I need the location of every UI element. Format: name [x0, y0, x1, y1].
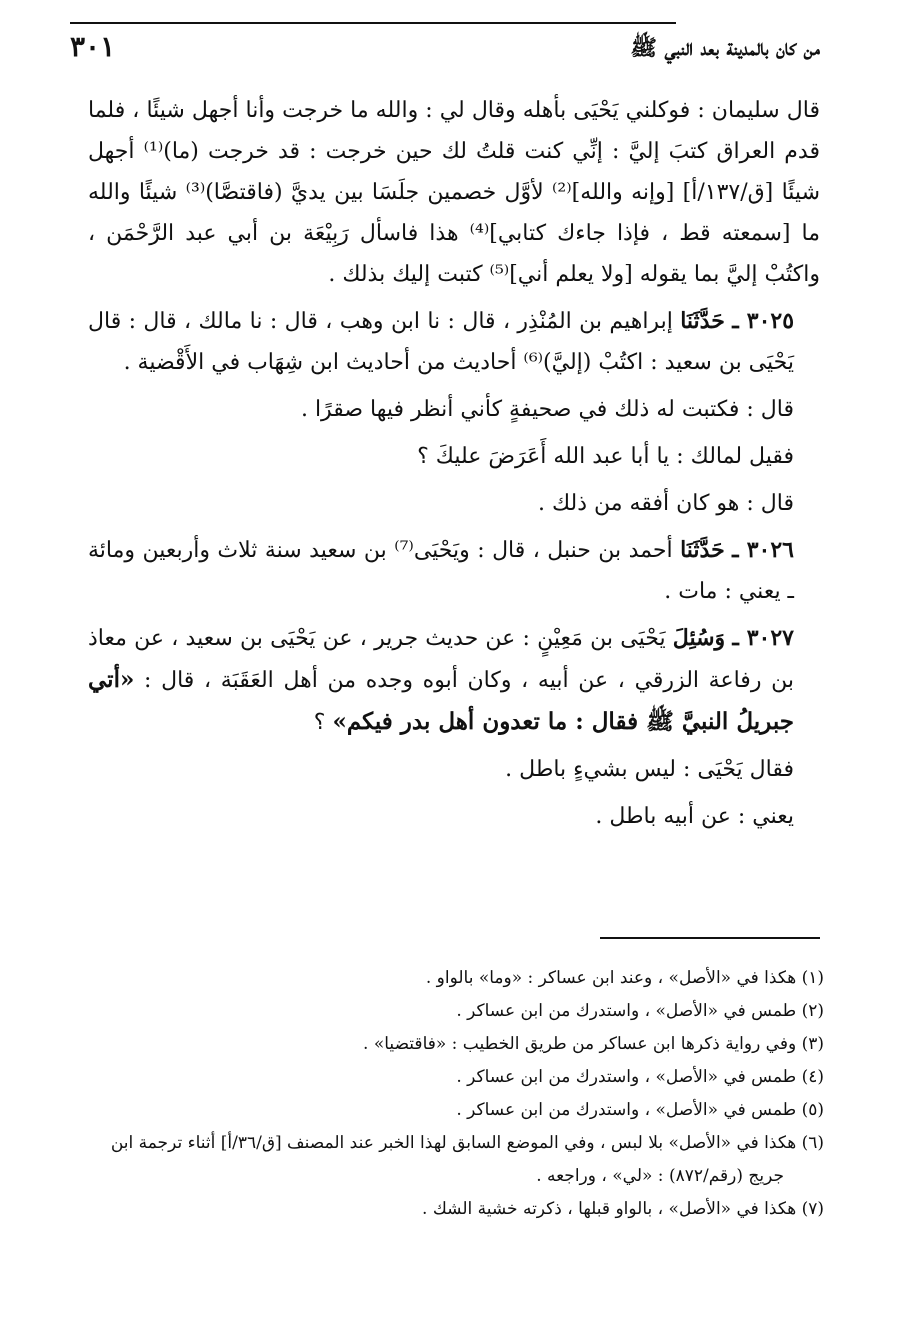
hadith-text: إبراهيم بن المُنْذِر ، قال : نا ابن وهب ، قال : نا مالك ، قال : قال يَحْيَى بن سعيد : اكتُبْ (إليَّ)⁽⁶⁾ أحاديث من أحاديث ابن شِهَاب في الأَقْضية . — [88, 309, 794, 375]
paragraph-e: يعني : عن أبيه باطل . — [595, 804, 794, 829]
footnote-1: (١) هكذا في «الأصل» ، وعند ابن عساكر : «وما» بالواو . — [425, 968, 824, 988]
hadith-text: أحمد بن حنبل ، قال : ويَحْيَى⁽⁷⁾ بن سعيد سنة ثلاث وأربعين ومائة ـ يعني : مات . — [88, 538, 794, 604]
hadith-text: يَحْيَى بن مَعِيْنٍ : عن حديث جرير ، عن يَحْيَى بن سعيد ، عن معاذ بن رفاعة الزرقي ، عن أبيه ، وكان أبوه وجده من أهل العَقَبَة ، قال : — [88, 626, 794, 693]
running-title: من كان بالمدينة بعد النبي ﷺ — [630, 35, 820, 61]
hadith-3025 — [88, 301, 820, 383]
footnote-6-continued: جريج (رقم/٨٧٢) : «لي» ، وراجعه . — [536, 1166, 784, 1186]
header-rule — [70, 22, 676, 24]
hadith-lead-word: حَدَّثَنَا — [680, 308, 725, 334]
footnote-7: (٧) هكذا في «الأصل» ، بالواو قبلها ، ذكرته خشية الشك . — [422, 1199, 824, 1219]
hadith-lead-word: حَدَّثَنَا — [680, 537, 725, 563]
paragraph-a: قال : فكتبت له ذلك في صحيفةٍ كأني أنظر فيها صقرًا . — [300, 397, 794, 422]
hadith-3026 — [88, 530, 820, 612]
paragraph-b: فقيل لمالك : يا أبا عبد الله أَعَرَضَ عليكَ ؟ — [417, 444, 794, 469]
footnotes — [88, 962, 824, 1226]
footnote-3: (٣) وفي رواية ذكرها ابن عساكر من طريق الخطيب : «فاقتضيا» . — [363, 1034, 824, 1054]
page-header — [70, 30, 820, 70]
footnote-2: (٢) طمس في «الأصل» ، واستدرك من ابن عساكر . — [456, 1001, 824, 1021]
hadith-3027 — [88, 618, 820, 743]
footnote-4: (٤) طمس في «الأصل» ، واستدرك من ابن عساكر . — [456, 1067, 824, 1087]
paragraph-sulayman: قال سليمان : فوكلني يَحْيَى بأهله وقال لي : والله ما خرجت وأنا أجهل شيئًا ، فلما قدم العراق كتبَ إليَّ : إنِّي كنت قلتُ لك حين خرجت : قد خرجت (ما)⁽¹⁾ أجهل شيئًا [ق/١٣٧/أ] [وإنه والله]⁽²⁾ لأوَّل خصمين جلَسَا بين يديَّ (فاقتصَّا)⁽³⁾ شيئًا والله ما [سمعته قط ، فإذا جاءك كتابي]⁽⁴⁾ هذا فاسأل رَبِيْعَة بن أبي عبد الرَّحْمَن ، واكتُبْ إليَّ بما يقوله [ولا يعلم أني]⁽⁵⁾ كتبت إليك بذلك . — [88, 98, 821, 287]
page-number: ٣٠١ — [70, 30, 116, 63]
footnote-6: (٦) هكذا في «الأصل» بلا لبس ، وفي الموضع السابق لهذا الخبر عند المصنف [ق/٣٦/أ] أثناء ترجمة ابن — [110, 1133, 824, 1153]
hadith-number: ٣٠٢٥ ـ — [732, 308, 795, 334]
hadith-lead-word: وَسُئِلَ — [672, 625, 726, 651]
hadith-end: ؟ — [313, 710, 333, 735]
hadith-number: ٣٠٢٦ ـ — [732, 537, 794, 563]
paragraph-c: قال : هو كان أفقه من ذلك . — [538, 491, 794, 516]
footnote-5: (٥) طمس في «الأصل» ، واستدرك من ابن عساكر . — [456, 1100, 824, 1120]
footnote-rule — [600, 937, 820, 939]
hadith-quote: «أتي جبريلُ النبيَّ ﷺ فقال : ما تعدون أهل بدر فيكم» — [88, 666, 794, 735]
hadith-number: ٣٠٢٧ ـ — [732, 625, 794, 651]
main-text — [88, 90, 820, 837]
paragraph-d: فقال يَحْيَى : ليس بشيءٍ باطل . — [505, 757, 794, 782]
